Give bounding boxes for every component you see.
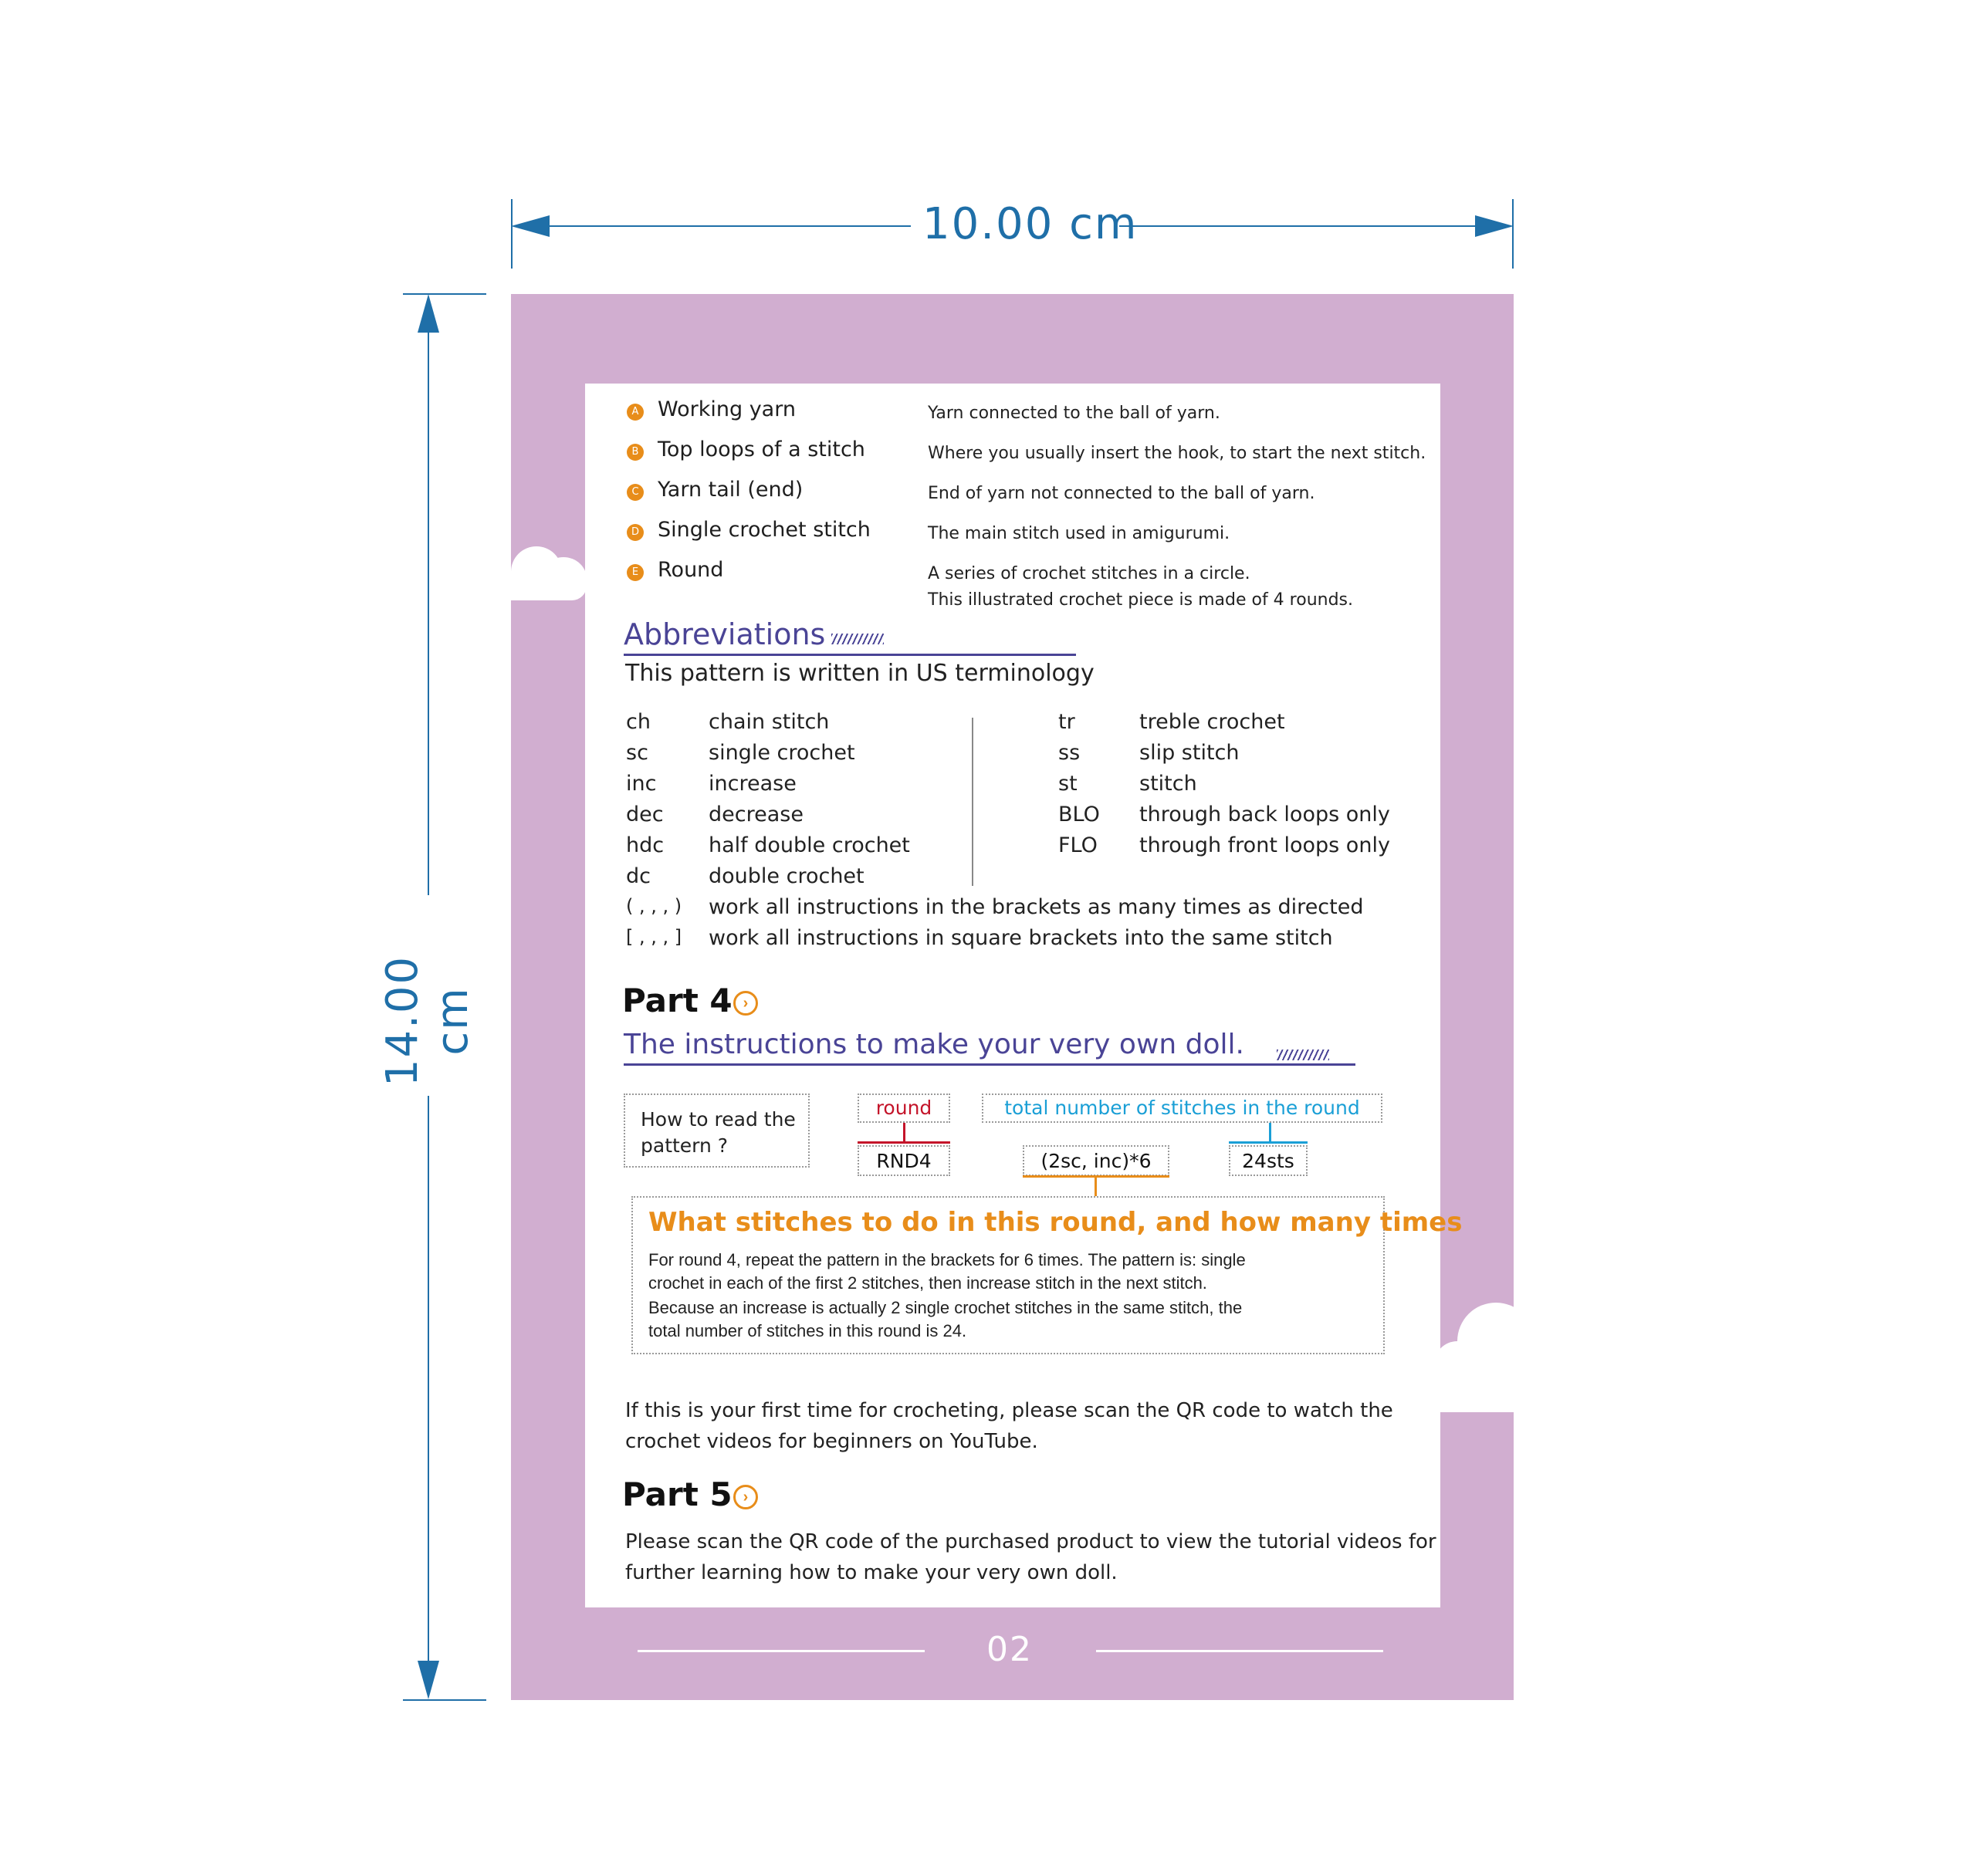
hatch-decoration bbox=[831, 634, 884, 644]
footer-rule-left bbox=[638, 1650, 925, 1652]
page-number: 02 bbox=[986, 1630, 1033, 1669]
pattern-box bbox=[1023, 1145, 1169, 1176]
width-line-right bbox=[1119, 225, 1482, 227]
part4-subtitle-text: The instructions to make your very own doll. bbox=[624, 1029, 1244, 1060]
abbr-code: hdc bbox=[626, 833, 665, 857]
abbr-meaning: chain stitch bbox=[709, 710, 830, 734]
arrow-right-icon bbox=[1475, 213, 1514, 239]
abbr-meaning: treble crochet bbox=[1139, 710, 1285, 734]
connector-blue-bar bbox=[1229, 1141, 1308, 1144]
connector-blue bbox=[1269, 1123, 1271, 1142]
legend-desc: Where you usually insert the hook, to start the next stitch. bbox=[928, 444, 1426, 463]
abbr-meaning: half double crochet bbox=[709, 833, 910, 857]
explanation-line: total number of stitches in this round is 24. bbox=[648, 1321, 967, 1340]
badge-c: C bbox=[627, 484, 644, 501]
round-label-box bbox=[858, 1093, 950, 1123]
legend-term: Working yarn bbox=[658, 397, 796, 421]
abbr-meaning: single crochet bbox=[709, 741, 855, 765]
badge-e: E bbox=[627, 564, 644, 581]
explanation-box bbox=[631, 1196, 1463, 1354]
abbr-code: sc bbox=[626, 741, 648, 765]
legend-desc-line: A series of crochet stitches in a circle. bbox=[928, 564, 1250, 583]
qr-note-line: crochet videos for beginners on YouTube. bbox=[625, 1430, 1038, 1453]
legend-desc bbox=[928, 561, 1353, 614]
abbr-meaning: double crochet bbox=[709, 864, 864, 888]
abbr-meaning: slip stitch bbox=[1139, 741, 1240, 765]
part4-heading: Part 4 bbox=[622, 982, 733, 1019]
legend-term: Single crochet stitch bbox=[658, 518, 871, 542]
play-circle-icon: › bbox=[733, 991, 758, 1016]
part4-underline bbox=[624, 1063, 1355, 1066]
abbr-meaning: stitch bbox=[1139, 772, 1197, 796]
connector-red-bar bbox=[858, 1141, 950, 1144]
abbreviations-underline bbox=[624, 654, 1076, 656]
pattern-value: (2sc, inc)*6 bbox=[1040, 1150, 1152, 1172]
badge-d: D bbox=[627, 524, 644, 541]
part4-subtitle bbox=[624, 1029, 1244, 1060]
abbr-code: BLO bbox=[1058, 803, 1100, 826]
legend-term: Round bbox=[658, 558, 724, 582]
badge-a: A bbox=[627, 404, 644, 421]
abbr-meaning: decrease bbox=[709, 803, 804, 826]
height-label: 14.00 cm bbox=[377, 955, 478, 1087]
round-label: round bbox=[875, 1097, 932, 1119]
how-to-read-line: pattern ? bbox=[641, 1134, 729, 1157]
sts-box bbox=[1229, 1145, 1308, 1176]
total-label-box bbox=[982, 1093, 1382, 1123]
how-to-read-line: How to read the bbox=[641, 1108, 796, 1131]
arrow-left-icon bbox=[511, 213, 550, 239]
connector-orange bbox=[1095, 1178, 1097, 1196]
hatch-decoration bbox=[1277, 1050, 1329, 1060]
legend-desc-line: This illustrated crochet piece is made of 4 rounds. bbox=[928, 590, 1353, 610]
arrow-down-icon bbox=[415, 1661, 442, 1699]
rnd-value: RND4 bbox=[876, 1150, 932, 1172]
abbr-code: [ , , , ] bbox=[626, 926, 682, 948]
terminology-note: This pattern is written in US terminology bbox=[625, 660, 1095, 687]
abbr-meaning: work all instructions in square brackets into the same stitch bbox=[709, 926, 1333, 950]
part5-line: Please scan the QR code of the purchased product to view the tutorial videos for bbox=[625, 1530, 1436, 1553]
width-label: 10.00 cm bbox=[922, 199, 1139, 249]
abbr-code: ss bbox=[1058, 741, 1081, 765]
qr-note-line: If this is your first time for crocheting, please scan the QR code to watch the bbox=[625, 1399, 1393, 1422]
total-stitches-label: total number of stitches in the round bbox=[1004, 1097, 1360, 1119]
abbr-meaning: work all instructions in the brackets as many times as directed bbox=[709, 895, 1364, 919]
height-line-top bbox=[428, 324, 429, 895]
width-line-left bbox=[540, 225, 911, 227]
rnd-box bbox=[858, 1145, 950, 1176]
abbr-meaning: through front loops only bbox=[1139, 833, 1390, 857]
abbr-code: ch bbox=[626, 710, 651, 734]
sts-value: 24sts bbox=[1242, 1150, 1294, 1172]
part5-line: further learning how to make your very own doll. bbox=[625, 1561, 1118, 1584]
part5-heading: Part 5 bbox=[622, 1475, 733, 1513]
abbr-code: inc bbox=[626, 772, 657, 796]
footer-rule-right bbox=[1096, 1650, 1383, 1652]
abbr-code: dc bbox=[626, 864, 651, 888]
abbr-meaning: through back loops only bbox=[1139, 803, 1390, 826]
column-divider bbox=[972, 718, 973, 886]
play-circle-icon: › bbox=[733, 1485, 758, 1509]
legend-desc: End of yarn not connected to the ball of yarn. bbox=[928, 484, 1315, 503]
abbr-code: ( , , , ) bbox=[626, 895, 682, 917]
legend-term: Yarn tail (end) bbox=[658, 478, 804, 502]
explanation-line: For round 4, repeat the pattern in the brackets for 6 times. The pattern is: single bbox=[648, 1250, 1246, 1269]
abbr-meaning: increase bbox=[709, 772, 797, 796]
abbr-code: FLO bbox=[1058, 833, 1098, 857]
connector-red bbox=[903, 1123, 905, 1142]
legend-term: Top loops of a stitch bbox=[658, 438, 865, 461]
arrow-up-icon bbox=[415, 294, 442, 333]
abbr-code: st bbox=[1058, 772, 1078, 796]
badge-b: B bbox=[627, 444, 644, 461]
abbreviations-title-text: Abbreviations bbox=[624, 617, 826, 651]
explanation-line: Because an increase is actually 2 single crochet stitches in the same stitch, the bbox=[648, 1298, 1243, 1317]
explanation-line: crochet in each of the first 2 stitches, then increase stitch in the next stitch. bbox=[648, 1273, 1207, 1293]
abbreviations-title bbox=[624, 617, 884, 651]
abbr-code: tr bbox=[1058, 710, 1075, 734]
height-tick-bottom bbox=[403, 1699, 486, 1701]
height-line-bottom bbox=[428, 1096, 429, 1667]
explanation-title: What stitches to do in this round, and how many times bbox=[648, 1207, 1463, 1238]
legend-desc: Yarn connected to the ball of yarn. bbox=[928, 404, 1220, 423]
how-to-read-box bbox=[624, 1093, 810, 1168]
abbr-code: dec bbox=[626, 803, 664, 826]
legend-desc: The main stitch used in amigurumi. bbox=[928, 524, 1230, 543]
